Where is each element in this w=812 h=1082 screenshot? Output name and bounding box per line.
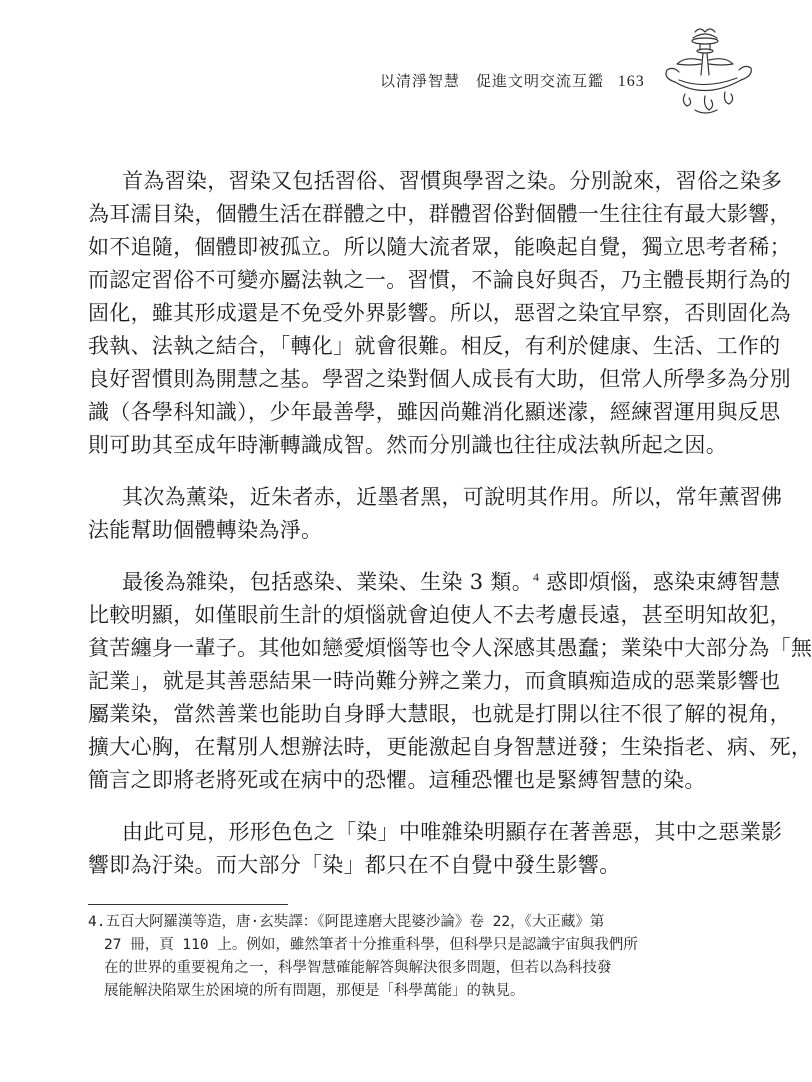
text-line: 比較明顯，如僅眼前生計的煩惱就會迫使人不去考慮長遠，甚至明知故犯， bbox=[88, 603, 791, 627]
footnotes bbox=[88, 911, 720, 1003]
running-title: 以清淨智慧 促進文明交流互鑑 bbox=[380, 72, 605, 90]
text-line: 良好習慣則為開慧之基。學習之染對個人成長有大助，但常人所學多為分別 bbox=[88, 367, 791, 391]
text-line: 擴大心胸，在幫別人想辦法時，更能激起自身智慧迸發；生染指老、病、死， bbox=[88, 735, 812, 759]
text-line: 其次為薰染，近朱者赤，近墨者黑，可說明其作用。所以，常年薰習佛 bbox=[122, 485, 783, 509]
text-line: 由此可見，形形色色之「染」中唯雜染明顯存在著善惡，其中之惡業影 bbox=[122, 820, 783, 844]
text-line: 貧苦纏身一輩子。其他如戀愛煩惱等也令人深感其愚蠢；業染中大部分為「無 bbox=[88, 636, 812, 660]
text-line: 則可助其至成年時漸轉識成智。然而分別識也往往成法執所起之因。 bbox=[88, 433, 727, 457]
paragraph-mixed-dyeing bbox=[88, 566, 812, 797]
footnote-line: 在的世界的重要視角之一，科學智慧確能解答與解決很多問題，但若以為科技發 bbox=[104, 960, 612, 976]
footnote-line: 展能解決陷眾生於困境的所有問題，那便是「科學萬能」的執見。 bbox=[104, 983, 525, 999]
text-segment: 最後為雜染，包括惑染、業染、生染 3 類。 bbox=[122, 570, 534, 594]
text-line: 而認定習俗不可變亦屬法執之一。習慣，不論良好與否，乃主體長期行為的 bbox=[88, 268, 791, 292]
footnote-4 bbox=[88, 911, 720, 1003]
text-line: 屬業染，當然善業也能助自身睜大慧眼，也就是打開以往不很了解的視角， bbox=[88, 702, 791, 726]
text-line: 固化，雖其形成還是不免受外界影響。所以，惡習之染宜早察，否則固化為 bbox=[88, 301, 791, 325]
ornament-emblem bbox=[655, 20, 760, 120]
footnote-reference[interactable]: 4 bbox=[533, 570, 540, 584]
text-line: 簡言之即將老將死或在病中的恐懼。這種恐懼也是緊縛智慧的染。 bbox=[88, 768, 706, 792]
text-line: 響即為汙染。而大部分「染」都只在不自覺中發生影響。 bbox=[88, 853, 621, 877]
footnote-line: 27 冊，頁 110 上。例如，雖然筆者十分推重科學，但科學只是認識宇宙與我們所 bbox=[104, 937, 638, 953]
text-segment: 惑即煩惱，惑染束縛智慧 bbox=[539, 570, 781, 594]
text-line: 法能幫助個體轉染為淨。 bbox=[88, 518, 323, 542]
paragraph-habitual-dyeing bbox=[88, 165, 791, 462]
text-line: 識（各學科知識），少年最善學，雖因尚難消化顯迷濛，經練習運用與反思 bbox=[88, 400, 781, 424]
text-line: 為耳濡目染，個體生活在群體之中，群體習俗對個體一生往往有最大影響， bbox=[88, 202, 791, 226]
text-line-with-footnote-ref bbox=[88, 566, 781, 599]
paragraph-conclusion bbox=[88, 816, 783, 882]
footnote-line: 4.五百大阿羅漢等造，唐·玄奘譯：《阿毘達磨大毘婆沙論》卷 22，《大正藏》第 bbox=[88, 914, 605, 930]
paragraph-perfuming-dyeing bbox=[88, 481, 783, 547]
text-line: 如不追隨，個體即被孤立。所以隨大流者眾，能喚起自覺，獨立思考者稀； bbox=[88, 235, 791, 259]
running-header bbox=[380, 70, 645, 100]
main-body bbox=[88, 165, 812, 901]
page-number: 163 bbox=[617, 73, 645, 90]
footnote-divider bbox=[88, 904, 288, 905]
text-line: 記業」，就是其善惡結果一時尚難分辨之業力，而貪瞋痴造成的惡業影響也 bbox=[88, 669, 781, 693]
text-line: 我執、法執之結合，「轉化」就會很難。相反，有利於健康、生活、工作的 bbox=[88, 334, 781, 358]
text-line: 首為習染，習染又包括習俗、習慣與學習之染。分別說來，習俗之染多 bbox=[122, 169, 783, 193]
